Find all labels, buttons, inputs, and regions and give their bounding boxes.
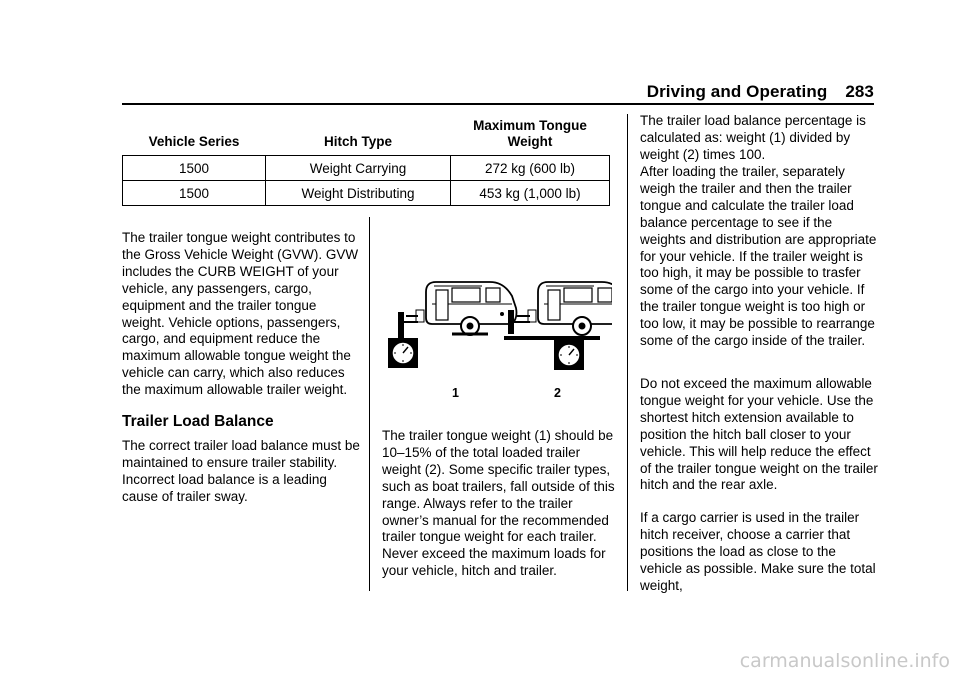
column-header: Hitch Type: [266, 114, 451, 156]
paragraph-balance: The correct trailer load balance must be maintained to ensure trailer stability. Incorrect load balance is a leading cause of trailer sway.: [122, 438, 360, 504]
table-cell: 453 kg (1,000 lb): [451, 181, 610, 206]
scale-gauge-icon: [388, 338, 418, 368]
table-row: [123, 156, 610, 181]
tongue-weight-table: [122, 114, 610, 206]
page-number: 283: [845, 82, 874, 101]
scale-gauge-icon: [554, 340, 584, 370]
table-row: [123, 181, 610, 206]
section-title: Driving and Operating: [646, 82, 828, 101]
table-header-row: [123, 114, 610, 156]
paragraph-after-loading: After loading the trailer, separately weigh the trailer and then the trailer tongue and calculate the trailer load balance percentage to see if the weights and distribution are appropriate for your vehicle. If the trailer weight is too high, it may be possible to trasfer some of the cargo into your vehicle. If the trailer tongue weight is too high or too low, it may be possible to rearrange some of the cargo inside of the trailer.: [640, 164, 877, 349]
tongue-weight-figure: [382, 270, 612, 410]
section-heading: Trailer Load Balance: [122, 413, 274, 430]
column-header: Vehicle Series: [123, 114, 266, 156]
paragraph-figure: The trailer tongue weight (1) should be 10–15% of the total loaded trailer weight (2). Some specific trailer types, such as boat trailers, fall outside of this range. Always refer to the trailer owner’s manual for the recommended trailer tongue weight for each trailer. Never exceed the maximum loads for your vehicle, hitch and trailer.: [382, 428, 615, 579]
figure-label-2: 2: [554, 386, 561, 400]
trailer-scales-illustration: [382, 270, 612, 410]
table-cell: 1500: [123, 181, 266, 206]
table-cell: 272 kg (600 lb): [451, 156, 610, 181]
figure-label-1: 1: [452, 386, 459, 400]
column-divider: [627, 114, 628, 591]
page-header: [600, 82, 874, 102]
paragraph-calculation: The trailer load balance percentage is calculated as: weight (1) divided by weight (2) times 100.: [640, 113, 866, 162]
column-divider: [369, 217, 370, 591]
paragraph-cargo-carrier: If a cargo carrier is used in the trailer hitch receiver, choose a carrier that positions the load as close to the vehicle as possible. Make sure the total weight,: [640, 510, 876, 593]
travel-trailer-icon: [398, 282, 517, 338]
column-header: Maximum Tongue Weight: [451, 114, 610, 156]
table-cell: Weight Carrying: [266, 156, 451, 181]
watermark: carmanualsonline.info: [739, 650, 950, 672]
travel-trailer-icon: [504, 282, 612, 338]
table-cell: 1500: [123, 156, 266, 181]
table-cell: Weight Distributing: [266, 181, 451, 206]
paragraph-do-not-exceed: Do not exceed the maximum allowable tongue weight for your vehicle. Use the shortest hitch extension available to position the hitch ball closer to your vehicle. This will help reduce the effect of the trailer tongue weight on the trailer hitch and the rear axle.: [640, 376, 878, 493]
header-rule: [122, 103, 874, 105]
paragraph-gvw: The trailer tongue weight contributes to the Gross Vehicle Weight (GVW). GVW includes the CURB WEIGHT of your vehicle, any passengers, cargo, equipment and the trailer tongue weight. Vehicle options, passengers, cargo, and equipment reduce the maximum allowable tongue weight the vehicle can carry, which also reduces the maximum allowable trailer weight.: [122, 230, 359, 398]
